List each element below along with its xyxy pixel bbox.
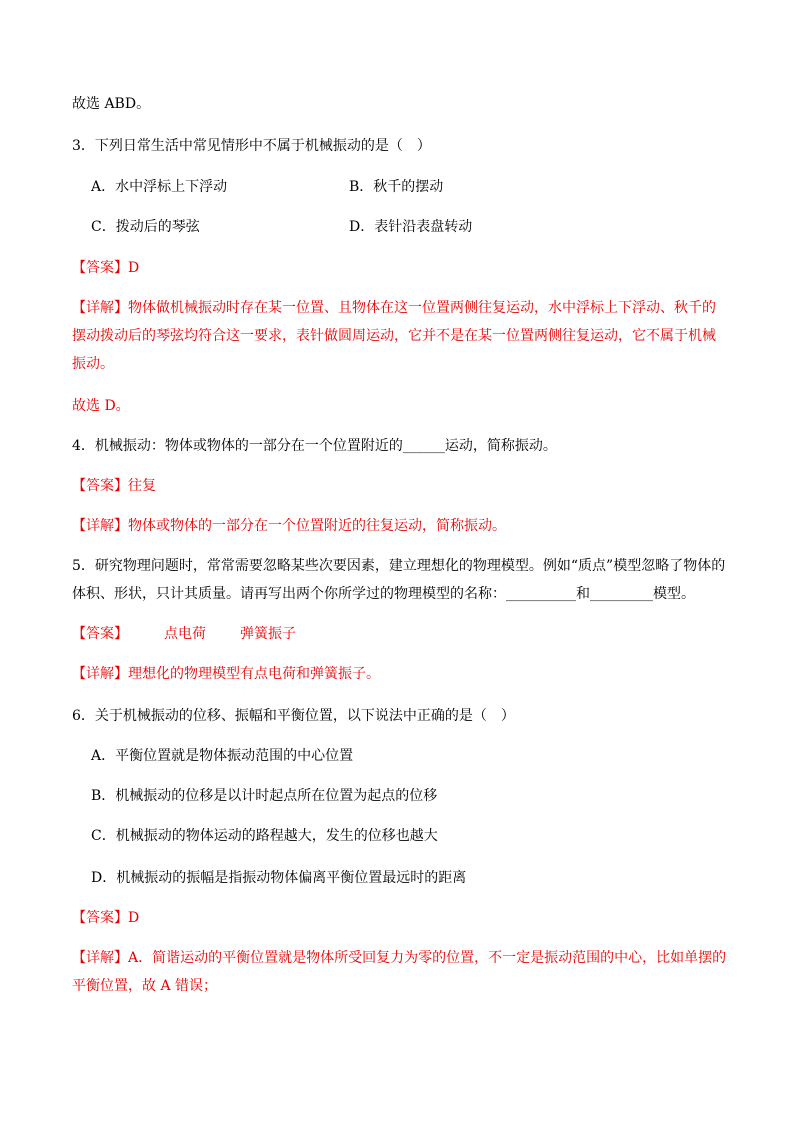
q3-option-a: A．水中浮标上下浮动 [91, 179, 228, 195]
q3-detail-line-3: 振动。 [72, 356, 114, 372]
q5-text-mid: 和 [576, 586, 590, 602]
question-4-stem [72, 436, 557, 456]
q4-text-pre: 4．机械振动：物体或物体的一部分在一个位置附近的 [72, 438, 403, 454]
q3-answer [72, 258, 139, 278]
q5-answer [72, 624, 296, 644]
answer-label: 【答案】 [72, 626, 128, 642]
q6-detail-line-2: 平衡位置，故 A 错误； [72, 978, 218, 994]
q3-detail-line-1: 【详解】物体做机械振动时存在某一位置、且物体在这一位置两侧往复运动，水中浮标上下浮动、秋千的 [72, 300, 716, 316]
q6-detail-line-1: 【详解】A．简谐运动的平衡位置就是物体所受回复力为零的位置，不一定是振动范围的中心，比如单摆的 [72, 950, 727, 966]
answer-value-1: 点电荷 [164, 626, 206, 642]
q5-blank-2: _________ [590, 586, 653, 602]
q5-blank-1: __________ [506, 586, 576, 602]
question-5-stem-line-1: 5．研究物理问题时，常常需要忽略某些次要因素，建立理想化的物理模型。例如“质点”模型忽略了物体的 [72, 558, 726, 574]
answer-value: 往复 [128, 478, 156, 494]
answer-value: D [128, 260, 140, 276]
q6-option-d: D．机械振动的振幅是指振动物体偏离平衡位置最远时的距离 [91, 870, 467, 886]
answer-value-2: 弹簧振子 [240, 626, 296, 642]
question-5-stem-line-2 [72, 584, 695, 604]
answer-value: D [128, 910, 140, 926]
q5-text-pre: 体积、形状，只计其质量。请再写出两个你所学过的物理模型的名称： [72, 586, 506, 602]
q4-blank: ______ [402, 438, 445, 454]
q4-detail: 【详解】物体或物体的一部分在一个位置附近的往复运动，简称振动。 [72, 518, 506, 534]
q3-option-b: B．秋千的摆动 [349, 179, 444, 195]
q3-option-c: C．拨动后的琴弦 [91, 219, 200, 235]
q4-answer [72, 476, 156, 496]
answer-label: 【答案】 [72, 910, 128, 926]
q6-option-a: A．平衡位置就是物体振动范围的中心位置 [91, 748, 354, 764]
q5-detail: 【详解】理想化的物理模型有点电荷和弹簧振子。 [72, 666, 380, 682]
q6-option-c: C．机械振动的物体运动的路程越大，发生的位移也越大 [91, 828, 438, 844]
q3-conclusion: 故选 D。 [72, 398, 130, 414]
q5-text-post: 模型。 [653, 586, 695, 602]
question-3-stem: 3．下列日常生活中常见情形中不属于机械振动的是（ ） [72, 138, 431, 154]
q3-option-d: D．表针沿表盘转动 [349, 219, 473, 235]
q6-answer [72, 908, 139, 928]
q4-text-post: 运动，简称振动。 [444, 438, 557, 454]
question-6-stem: 6．关于机械振动的位移、振幅和平衡位置，以下说法中正确的是（ ） [72, 708, 515, 724]
answer-label: 【答案】 [72, 260, 128, 276]
q6-option-b: B．机械振动的位移是以计时起点所在位置为起点的位移 [91, 788, 438, 804]
prev-answer-conclusion: 故选 ABD。 [72, 96, 151, 112]
answer-label: 【答案】 [72, 478, 128, 494]
q3-detail-line-2: 摆动拨动后的琴弦均符合这一要求，表针做圆周运动，它并不是在某一位置两侧往复运动，它不属于机械 [72, 328, 716, 344]
